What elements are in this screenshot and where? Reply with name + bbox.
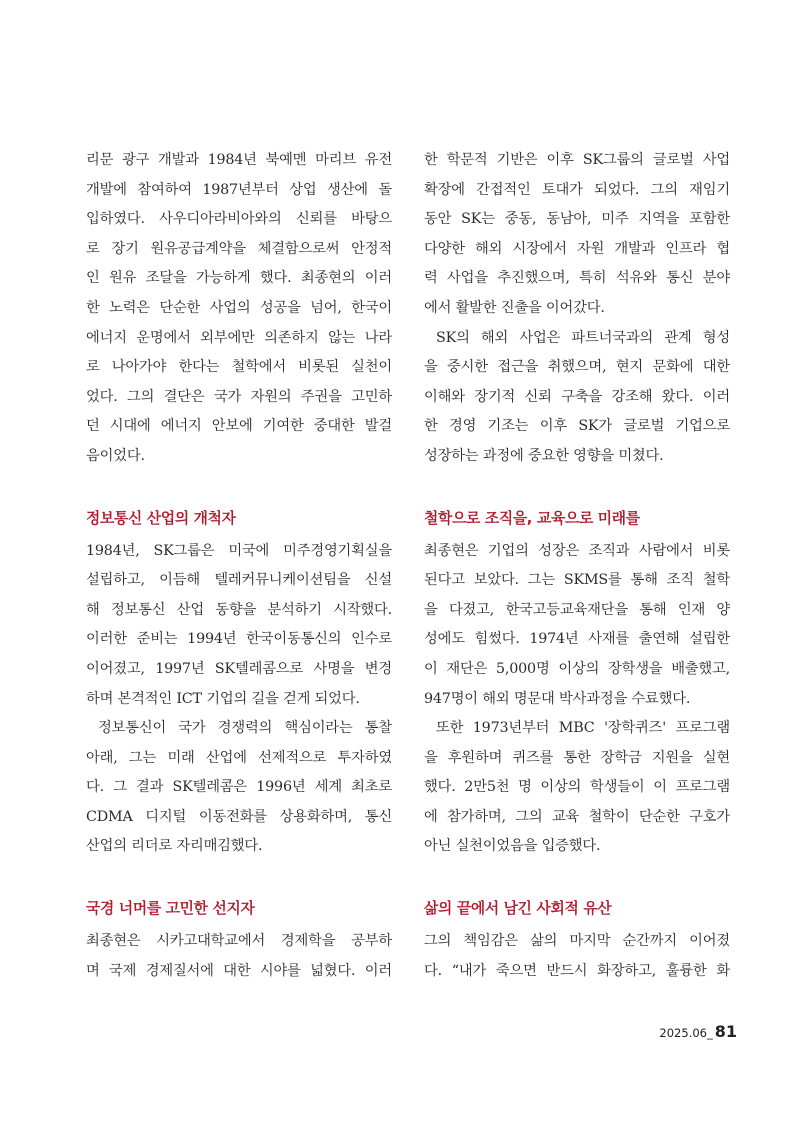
intro-paragraph — [86, 146, 392, 472]
text-line: 한 경영 기조는 이후 SK가 글로벌 기업으로 — [424, 418, 730, 435]
text-line: 한 노력은 단순한 사업의 성공을 넘어, 한국이 — [86, 299, 392, 316]
text-line: 하며 본격적인 ICT 기업의 길을 걷게 되었다. — [86, 690, 360, 707]
section-paragraph — [86, 537, 392, 715]
section-paragraph — [424, 714, 730, 862]
left-column — [86, 146, 392, 986]
text-line: 이어졌고, 1997년 SK텔레콤으로 사명을 변경 — [86, 660, 392, 677]
text-line: 개발에 참여하여 1987년부터 상업 생산에 돌 — [86, 181, 392, 198]
text-line: 했다. 2만5천 명 이상의 학생들이 이 프로그램 — [424, 779, 730, 796]
text-line: 을 다졌고, 한국고등교육재단을 통해 인재 양 — [424, 601, 730, 618]
section-heading-visionary: 국경 너머를 고민한 선지자 — [86, 900, 255, 918]
intro-paragraph — [424, 146, 730, 324]
text-line: 에 참가하며, 그의 교육 철학이 단순한 구호가 — [424, 808, 730, 825]
text-line: 1984년, SK그룹은 미국에 미주경영기획실을 — [86, 542, 392, 559]
text-line: 던 시대에 에너지 안보에 기여한 중대한 발걸 — [86, 418, 392, 435]
right-column — [424, 146, 730, 986]
text-line: 최종현은 기업의 성장은 조직과 사람에서 비롯 — [424, 542, 730, 559]
text-line: 이 재단은 5,000명 이상의 장학생을 배출했고, — [424, 660, 730, 677]
text-line: SK의 해외 사업은 파트너국과의 관계 형성 — [436, 329, 730, 346]
text-line: 확장에 간접적인 토대가 되었다. 그의 재임기 — [424, 181, 730, 198]
text-line: 을 후원하며 퀴즈를 통한 장학금 지원을 실현 — [424, 749, 730, 766]
text-line: 인 원유 조달을 가능하게 했다. 최종현의 이러 — [86, 270, 392, 287]
section-paragraph — [86, 714, 392, 862]
text-line: 성장하는 과정에 중요한 영향을 미쳤다. — [424, 447, 664, 464]
text-line: 947명이 해외 명문대 박사과정을 수료했다. — [424, 690, 691, 707]
text-line: 이해와 장기적 신뢰 구축을 강조해 왔다. 이러 — [424, 388, 730, 405]
text-line: 설립하고, 이듬해 텔레커뮤니케이션팀을 신설 — [86, 572, 392, 589]
intro-paragraph — [424, 324, 730, 472]
page-footer — [659, 1022, 737, 1041]
text-line: 음이었다. — [86, 447, 145, 464]
text-line: 리문 광구 개발과 1984년 북예멘 마리브 유전 — [86, 152, 392, 168]
text-line: 아닌 실천이었음을 입증했다. — [424, 838, 601, 855]
text-line: 며 국제 경제질서에 대한 시야를 넓혔다. 이러 — [86, 962, 392, 979]
text-line: 아래, 그는 미래 산업에 선제적으로 투자하였 — [86, 749, 392, 766]
section-paragraph — [424, 537, 730, 715]
issue-date: 2025.06_ — [659, 1026, 713, 1040]
text-line: 산업의 리더로 자리매김했다. — [86, 838, 263, 855]
text-line: 다. “내가 죽으면 반드시 화장하고, 훌륭한 화 — [424, 962, 730, 979]
text-line: 을 중시한 접근을 취했으며, 현지 문화에 대한 — [424, 359, 730, 376]
text-line: 력 사업을 추진했으며, 특히 석유와 통신 분야 — [424, 270, 730, 287]
section-heading-philosophy-education: 철학으로 조직을, 교육으로 미래를 — [424, 509, 640, 527]
text-line: 정보통신이 국가 경쟁력의 핵심이라는 통찰 — [98, 720, 392, 737]
text-line: 로 장기 원유공급계약을 체결함으로써 안정적 — [86, 240, 392, 257]
text-line: 이러한 준비는 1994년 한국이동통신의 인수로 — [86, 631, 392, 648]
text-line: 입하였다. 사우디아라비아와의 신뢰를 바탕으 — [86, 211, 392, 228]
text-line: CDMA 디지털 이동전화를 상용화하며, 통신 — [86, 808, 392, 825]
text-line: 최종현은 시카고대학교에서 경제학을 공부하 — [86, 933, 392, 950]
text-line: 그의 책임감은 삶의 마지막 순간까지 이어졌 — [424, 933, 730, 950]
text-line: 에서 활발한 진출을 이어갔다. — [424, 299, 605, 316]
text-line: 다양한 해외 시장에서 자원 개발과 인프라 협 — [424, 240, 730, 257]
section-heading-ict-pioneer: 정보통신 산업의 개척자 — [86, 509, 236, 527]
text-line: 었다. 그의 결단은 국가 자원의 주권을 고민하 — [86, 388, 392, 405]
text-line: 동안 SK는 중동, 동남아, 미주 지역을 포함한 — [424, 211, 730, 228]
text-line: 다. 그 결과 SK텔레콤은 1996년 세계 최초로 — [86, 779, 392, 796]
section-paragraph — [424, 927, 730, 986]
section-paragraph — [86, 927, 392, 986]
text-line: 에너지 운명에서 외부에만 의존하지 않는 나라 — [86, 329, 392, 346]
text-line: 성에도 힘썼다. 1974년 사재를 출연해 설립한 — [424, 631, 730, 648]
section-heading-social-legacy: 삶의 끝에서 남긴 사회적 유산 — [424, 900, 612, 918]
text-line: 된다고 보았다. 그는 SKMS를 통해 조직 철학 — [424, 572, 730, 589]
text-line: 또한 1973년부터 MBC '장학퀴즈' 프로그램 — [436, 720, 730, 737]
page-number: 81 — [714, 1022, 737, 1041]
text-line: 해 정보통신 산업 동향을 분석하기 시작했다. — [86, 601, 392, 618]
text-line: 로 나아가야 한다는 철학에서 비롯된 실천이 — [86, 359, 392, 376]
text-line: 한 학문적 기반은 이후 SK그룹의 글로벌 사업 — [424, 152, 730, 168]
